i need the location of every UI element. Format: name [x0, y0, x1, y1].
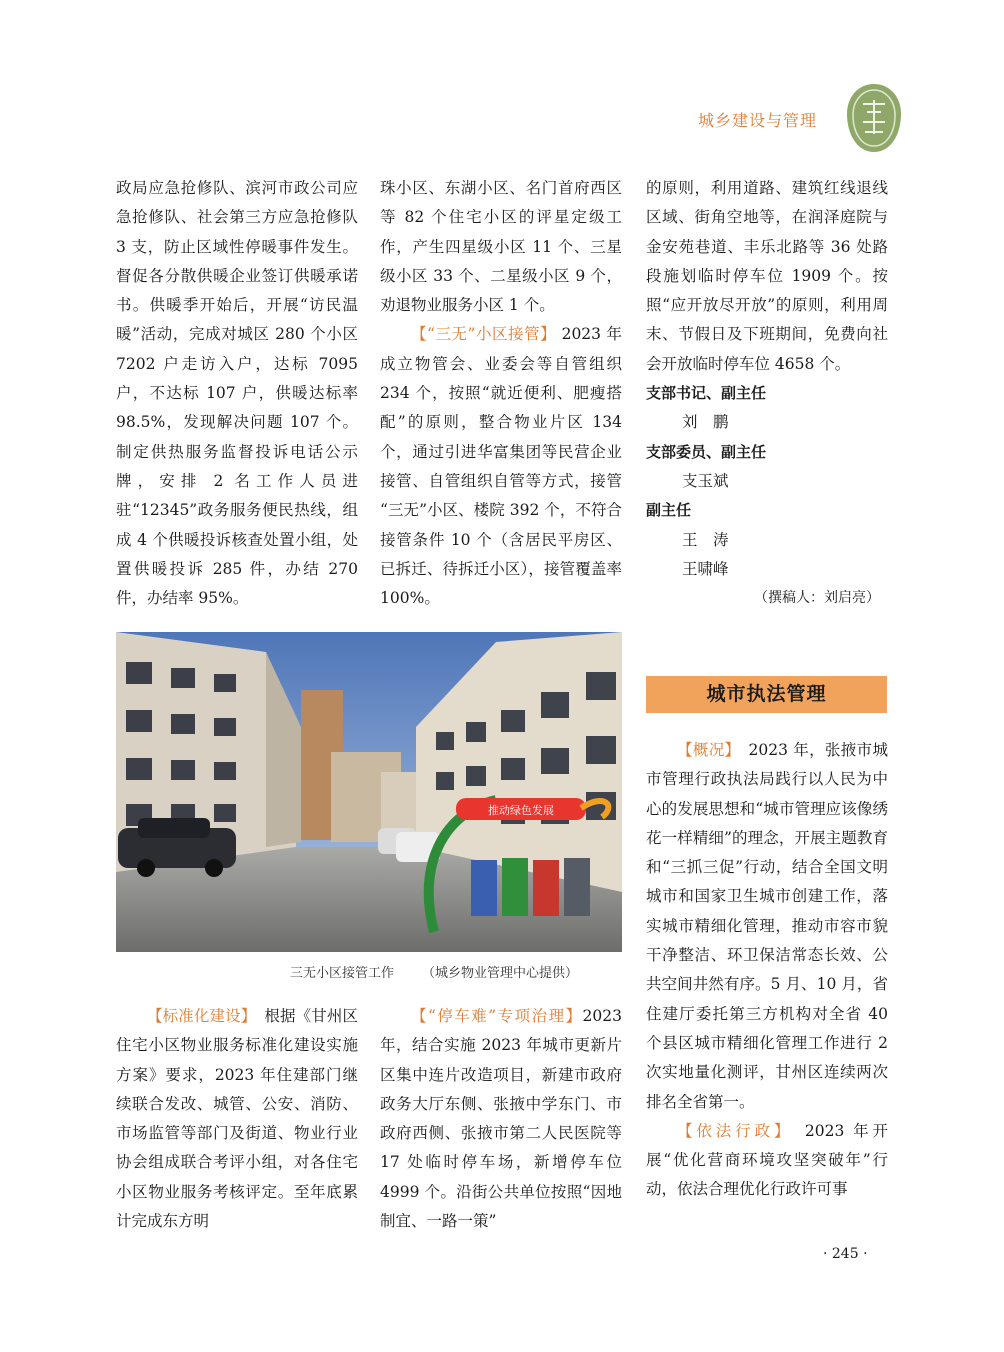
col3-paragraph-overview: [646, 736, 888, 1117]
col3-top: [646, 174, 888, 613]
body-parking: 2023 年，结合实施 2023 年城市更新片区集中连片改造项目，新建市政府政务大厅东侧、张掖中学东门、市政府西侧、张掖市第二人民医院等 17 处临时停车场，新增停车位 4999 个。沿街公共单位按照“因地制宜、一路一策”: [380, 1007, 622, 1231]
role-2: 支部委员、副主任: [646, 442, 767, 461]
heading-standard: 【标准化建设】: [147, 1007, 249, 1025]
section-title: 城市执法管理: [646, 676, 887, 713]
heading-law: 【依法行政】: [677, 1121, 786, 1140]
body-standard: 根据《甘州区住宅小区物业服务标准化建设实施方案》要求，2023 年住建部门继续联合发改、城管、公安、消防、市场监管等部门及街道、物业行业协会组成联合考评小组，对各住宅小区物业服务考核评定。至年底累计完成东方明: [116, 1007, 358, 1231]
col3-bottom: [646, 736, 888, 1205]
col2-paragraph-1: 珠小区、东湖小区、名门首府西区等 82 个住宅小区的评星定级工作，产生四星级小区 11 个、三星级小区 33 个、二星级小区 9 个，劝退物业服务小区 1 个。: [380, 179, 622, 315]
name-3: 王 涛: [682, 530, 729, 549]
body-law: 2023 年开展“优化营商环境攻坚突破年”行动，依法合理优化行政许可事: [646, 1121, 888, 1199]
seal-stamp-decoration: [845, 82, 903, 154]
photo-sign-text: 推动绿色发展: [488, 804, 554, 817]
role-3: 副主任: [646, 501, 692, 520]
col1-top-paragraph: 政局应急抢修队、滨河市政公司应急抢修队、社会第三方应急抢修队 3 支，防止区域性停暖事件发生。督促各分散供暖企业签订供暖承诺书。供暖季开始后，开展“访民温暖”活动，完成对城区 280 个小区 7202 户走访入户，达标 7095 户，不达标 107 户，供暖达标率 98.5%，发现解决问题 107 个。制定供热服务监督投诉电话公示牌，安排 2 名工作人员进驻“12345”政务服务便民热线，组成 4 个供暖投诉核查处置小组，处置供暖投诉 285 件，办结 270 件，办结率 95%。: [116, 179, 358, 608]
col1-paragraph-standard: [116, 1002, 358, 1236]
col3-paragraph-law: [646, 1117, 888, 1205]
caption-credit: （城乡物业管理中心提供）: [422, 966, 579, 981]
col2-top: [380, 174, 622, 613]
role-1: 支部书记、副主任: [646, 384, 767, 403]
section-header: 城乡建设与管理: [698, 111, 818, 130]
body-overview: 2023 年，张掖市城市管理行政执法局践行以人民为中心的发展思想和“城市管理应该像绣花一样精细”的理念，开展主题教育和“三抓三促”行动，结合全国文明城市和国家卫生城市创建工作，落实城市精细化管理，推动市容市貌干净整洁、环卫保洁常态长效、公共空间井然有序。5 月、10 月，省住建厅委托第三方机构对全省 40 个县区城市精细化管理工作进行 2 次实地量化测评，甘州区连续两次排名全省第一。: [646, 741, 888, 1111]
col1-bottom: [116, 1002, 358, 1236]
heading-sanwu: 【“三无”小区接管】: [411, 325, 557, 344]
caption-text: 三无小区接管工作: [290, 966, 395, 981]
body-sanwu: 2023 年成立物管会、业委会等自管组织 234 个，按照“就近便利、肥瘦搭配”的原则，整合物业片区 134 个，通过引进华富集团等民营企业接管、自管组织自管等方式，接管 “三无”小区、楼院 392 个，不符合接管条件 10 个（含居民平房区、已拆迁、待拆迁小区），接管覆盖率 100%。: [380, 325, 622, 608]
heading-overview: 【概况】: [677, 741, 733, 759]
heading-parking: 【“停车难”专项治理】: [411, 1007, 583, 1025]
name-1: 刘 鹏: [682, 413, 729, 432]
name-4: 王啸峰: [682, 559, 729, 578]
col3-paragraph-1: 的原则，利用道路、建筑红线退线区域、街角空地等，在润泽庭院与金安苑巷道、丰乐北路等 36 处路段施划临时停车位 1909 个。按照“应开放尽开放”的原则，利用周末、节假日及下班期间，免费向社会开放临时停车位 4658 个。: [646, 179, 888, 373]
photo-caption: [290, 962, 578, 981]
name-2: 支玉斌: [682, 471, 729, 490]
photo-illustration: [116, 632, 622, 952]
author-credit: （撰稿人：刘启亮）: [754, 590, 880, 607]
photo-residential-compound: [116, 632, 622, 952]
page-number: · 245 ·: [823, 1246, 868, 1262]
col2-paragraph-2: [380, 320, 622, 613]
col1-top: [116, 174, 358, 613]
col2-paragraph-parking: [380, 1002, 622, 1236]
col2-bottom: [380, 1002, 622, 1236]
